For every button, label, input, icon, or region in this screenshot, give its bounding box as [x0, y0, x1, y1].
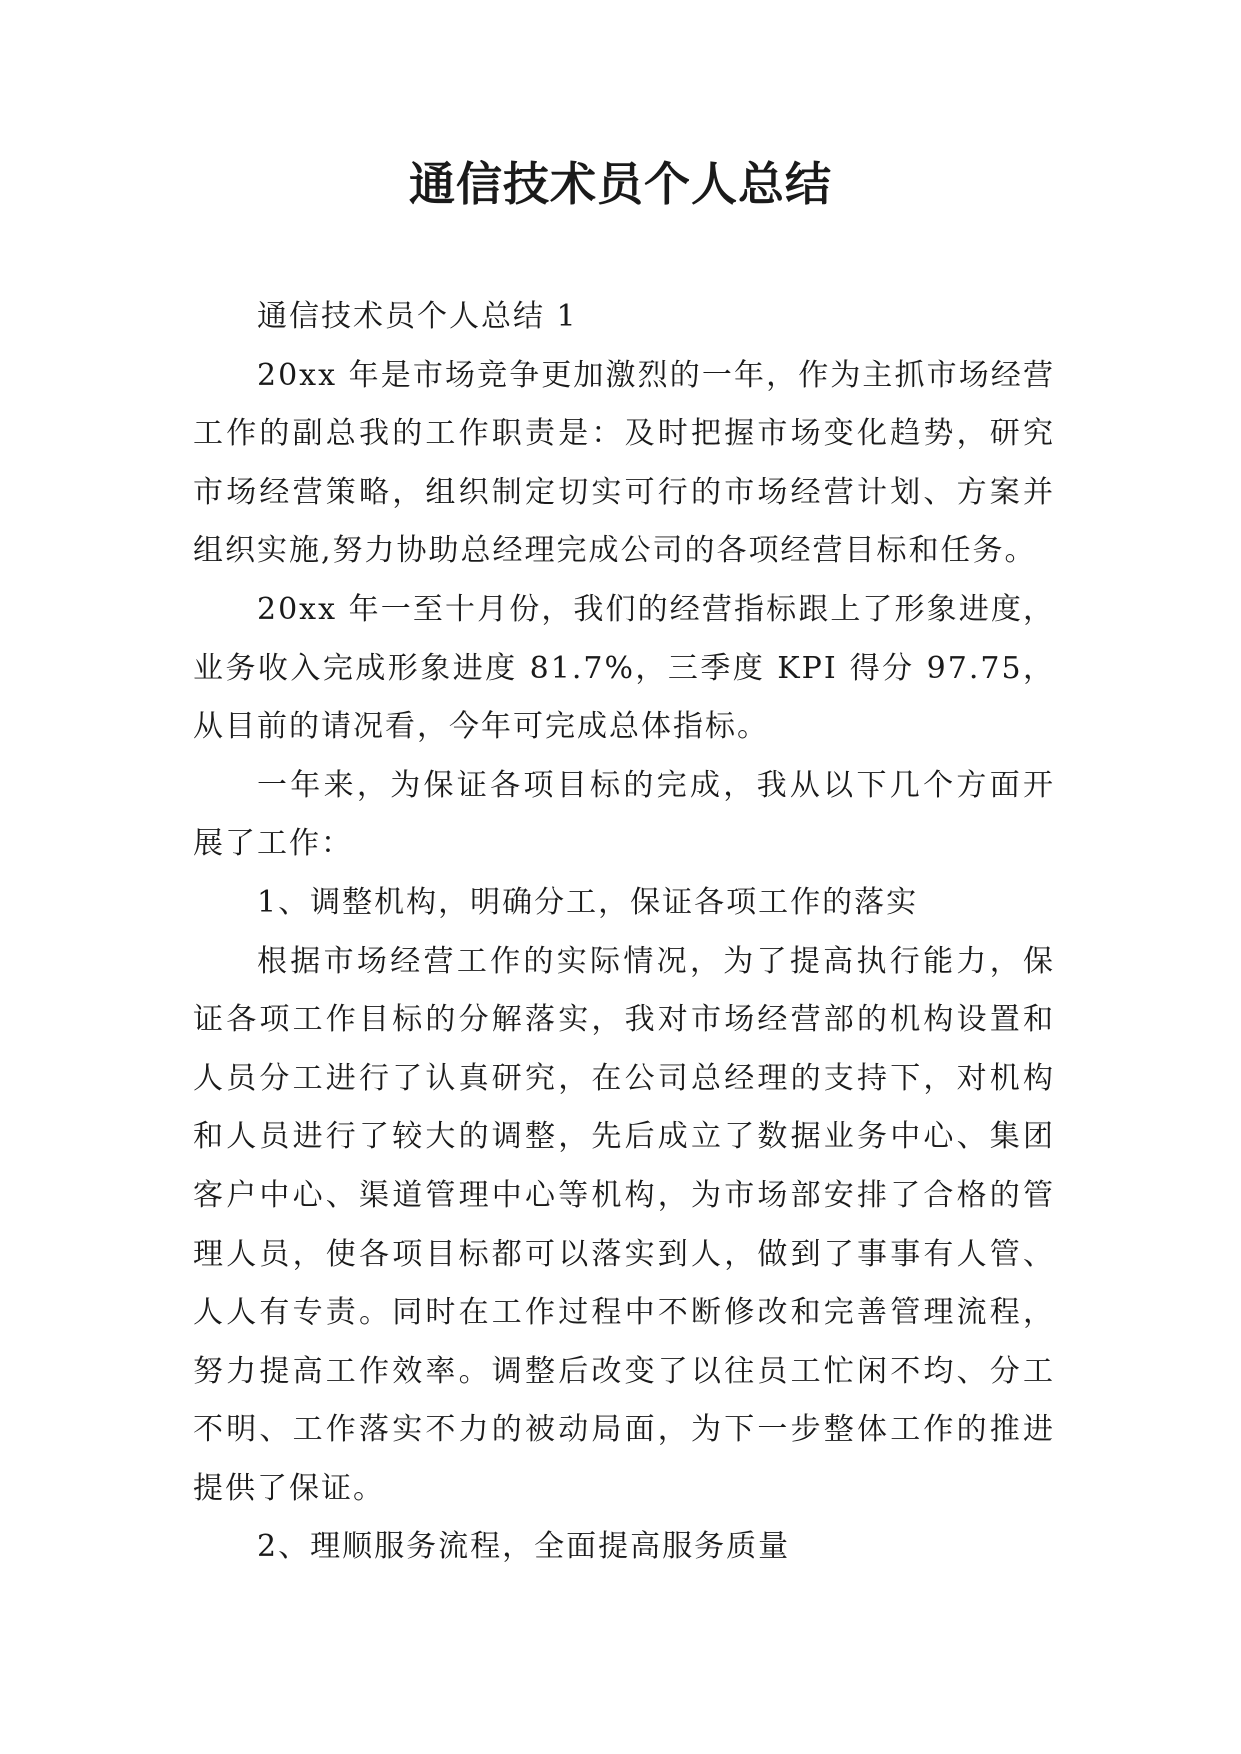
document-title: 通信技术员个人总结 [409, 157, 832, 211]
document-body [193, 288, 1055, 1577]
subheading-2: 2、理顺服务流程，全面提高服务质量 [257, 1529, 791, 1565]
paragraph-restructure: 根据市场经营工作的实际情况，为了提高执行能力，保证各项工作目标的分解落实，我对市场经营部的机构设置和人员分工进行了认真研究，在公司总经理的支持下，对机构和人员进行了较大的调整，先后成立了数据业务中心、集团客户中心、渠道管理中心等机构，为市场部安排了合格的管理人员，使各项目标都可以落实到人，做到了事事有人管、人人有专责。同时在工作过程中不断修改和完善管理流程，努力提高工作效率。调整后改变了以往员工忙闲不均、分工不明、工作落实不力的被动局面，为下一步整体工作的推进提供了保证。 [193, 943, 1055, 1506]
paragraph-intro: 20xx 年是市场竞争更加激烈的一年，作为主抓市场经营工作的副总我的工作职责是：及时把握市场变化趋势，研究市场经营策略，组织制定切实可行的市场经营计划、方案并组织实施,努力协助总经理完成公司的各项经营目标和任务。 [193, 357, 1055, 569]
section-heading: 通信技术员个人总结 1 [257, 299, 578, 334]
subheading-1: 1、调整机构，明确分工，保证各项工作的落实 [257, 884, 919, 920]
paragraph-overview: 一年来，为保证各项目标的完成，我从以下几个方面开展了工作： [193, 767, 1055, 862]
paragraph-performance: 20xx 年一至十月份，我们的经营指标跟上了形象进度，业务收入完成形象进度 81.7%，三季度 KPI 得分 97.75，从目前的请况看，今年可完成总体指标。 [193, 591, 1055, 745]
